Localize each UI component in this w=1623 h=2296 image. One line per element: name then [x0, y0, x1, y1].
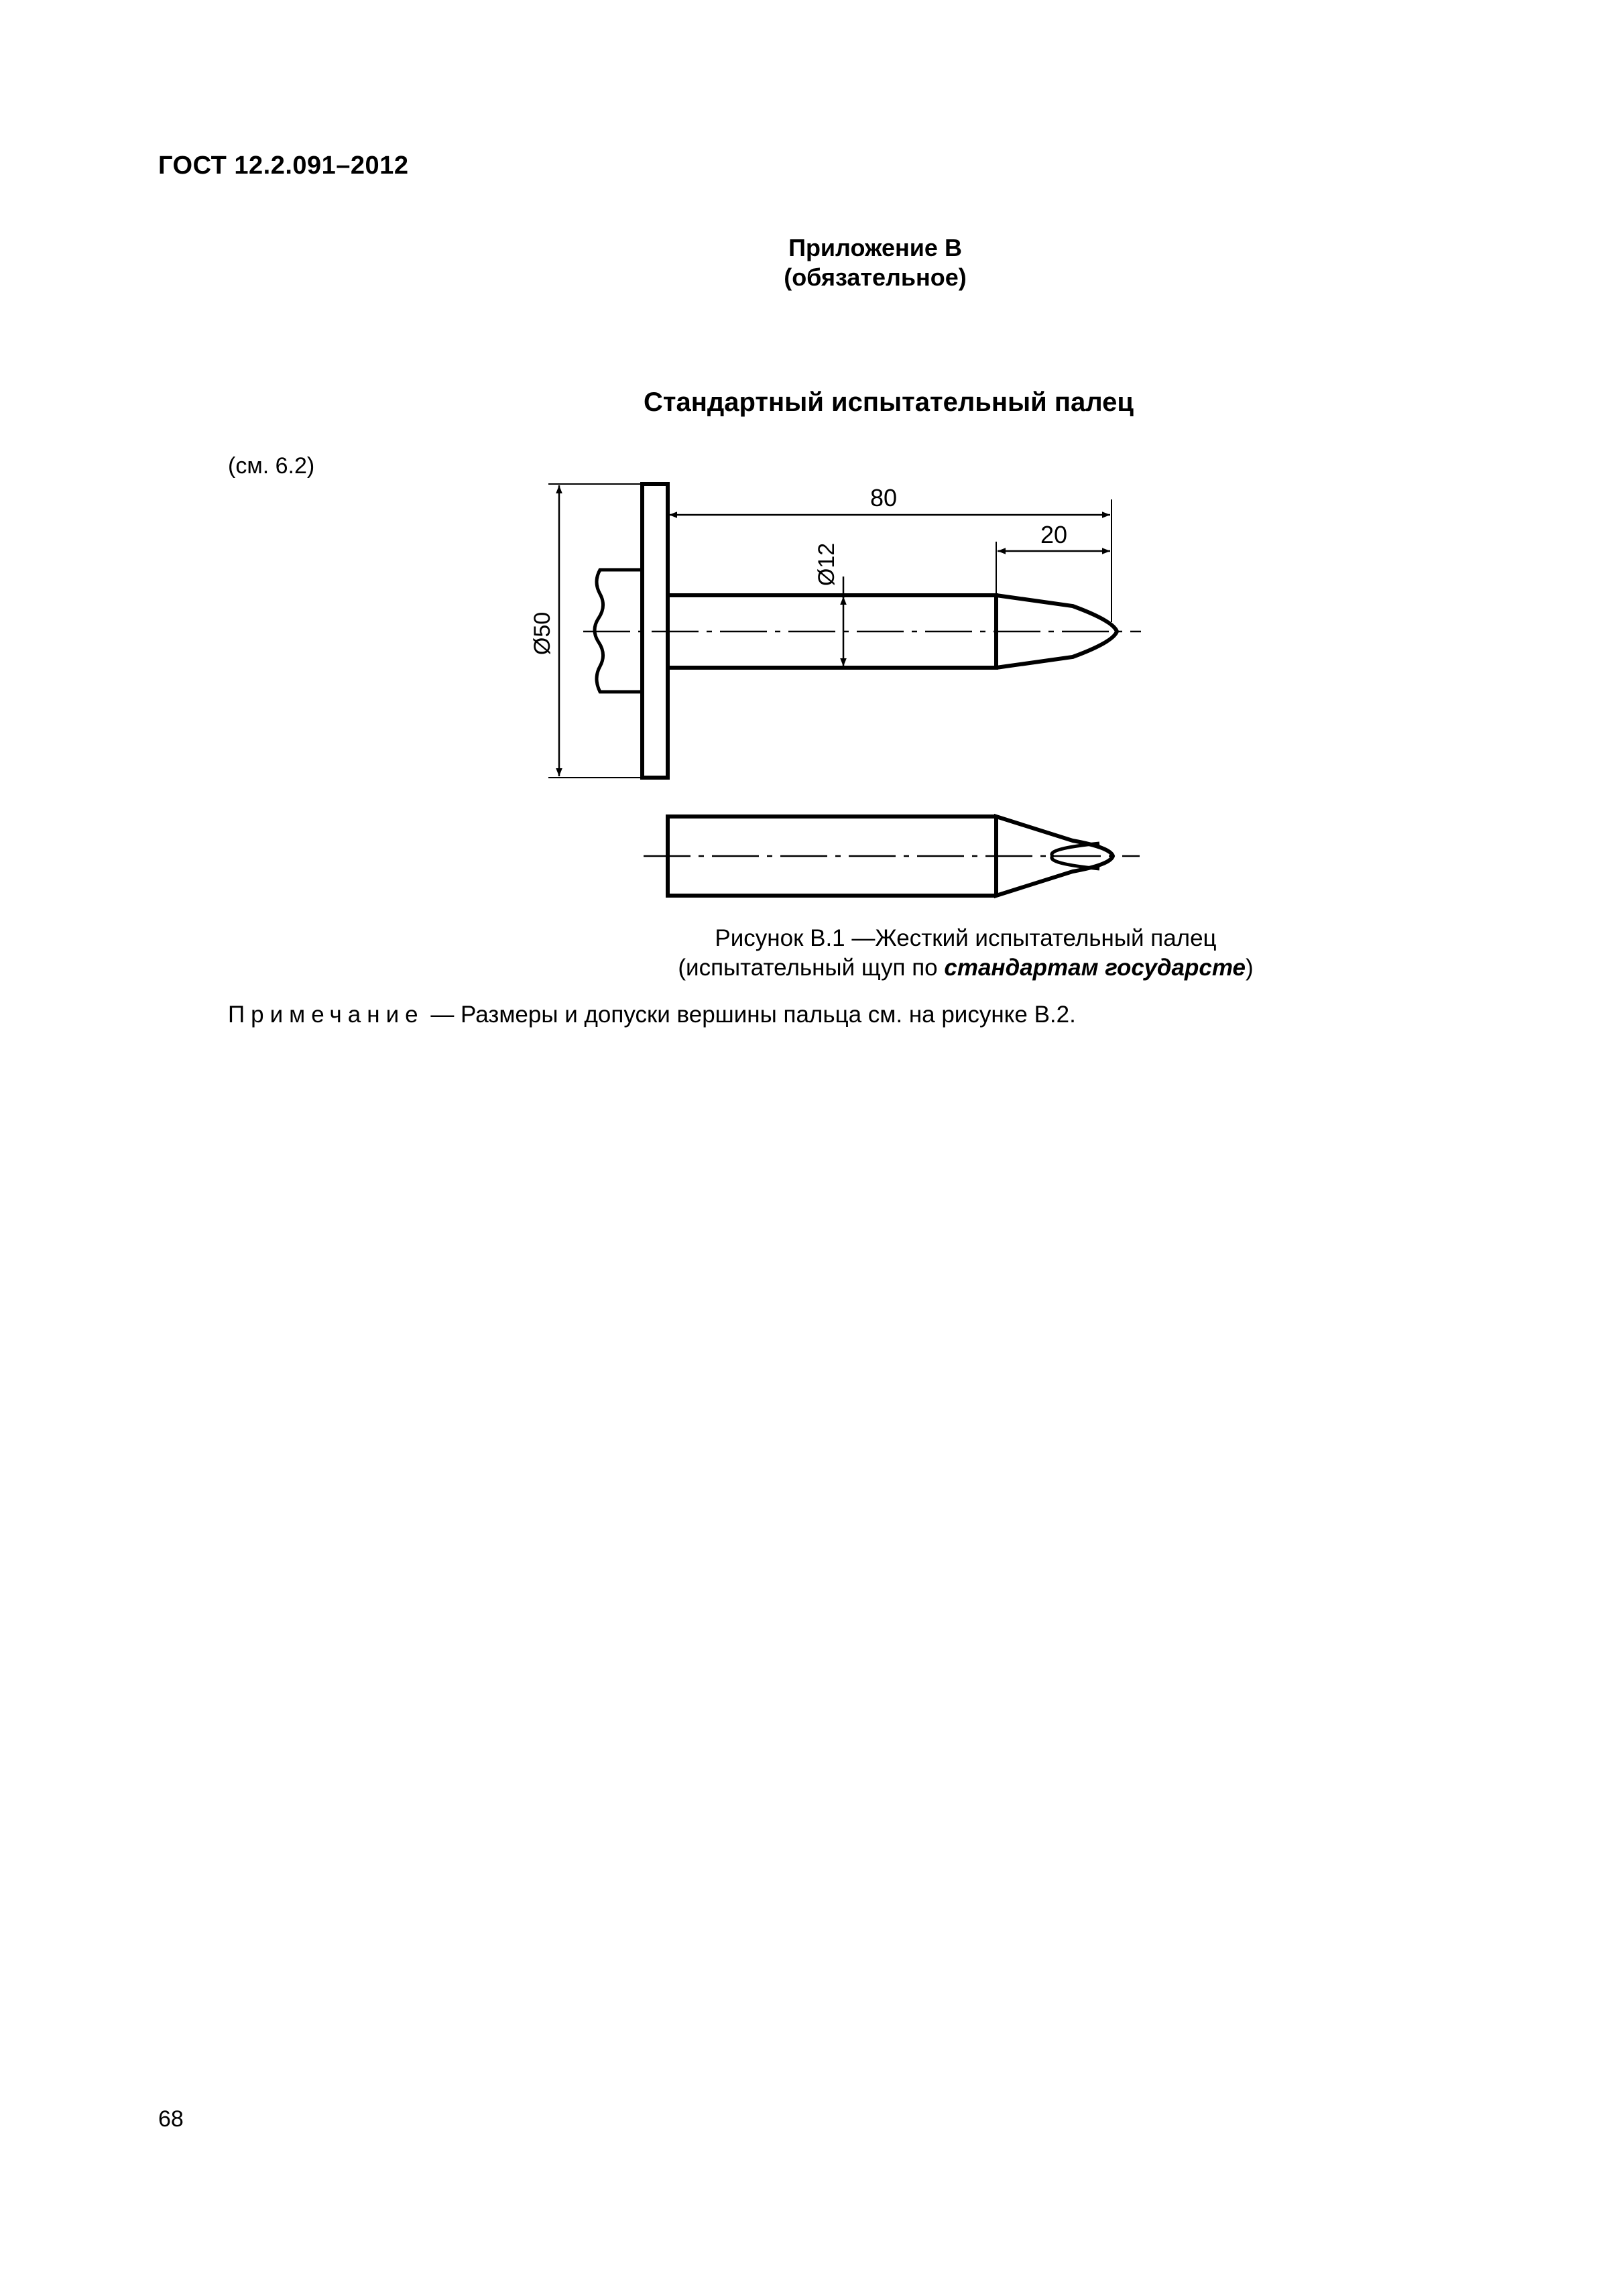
- dimension-label-d12: Ø12: [814, 542, 839, 587]
- caption-line-2-emphasis: стандартам государсте: [944, 955, 1246, 981]
- caption-line-2: [308, 953, 1623, 983]
- figure-caption: [0, 924, 1623, 983]
- dimension-label-d50: Ø50: [530, 611, 555, 656]
- caption-line-2-prefix: (испытательный щуп по: [678, 955, 945, 981]
- section-title: [0, 387, 1623, 418]
- note-text: — Размеры и допуски вершины пальца см. на рисунке В.2.: [424, 1002, 1076, 1028]
- side-view: [530, 484, 1141, 778]
- note-label: Примечание: [228, 1002, 424, 1028]
- annex-heading: [0, 233, 1623, 292]
- caption-line-2-suffix: ): [1245, 955, 1254, 981]
- caption-line-1: Рисунок В.1 —Жесткий испытательный палец: [715, 925, 1217, 951]
- test-finger-drawing: [509, 469, 1180, 905]
- dimension-label-80: 80: [869, 484, 898, 511]
- annex-status: (обязательное): [784, 263, 967, 291]
- clause-reference: (см. 6.2): [228, 453, 315, 479]
- top-view: [644, 817, 1140, 896]
- section-title-text: Стандартный испытательный палец: [643, 387, 1134, 417]
- document-code: ГОСТ 12.2.091–2012: [158, 152, 409, 180]
- note: [228, 1002, 1076, 1028]
- page-number: 68: [158, 2106, 184, 2132]
- annex-title: Приложение В: [788, 234, 962, 261]
- dimension-label-20: 20: [1040, 521, 1068, 548]
